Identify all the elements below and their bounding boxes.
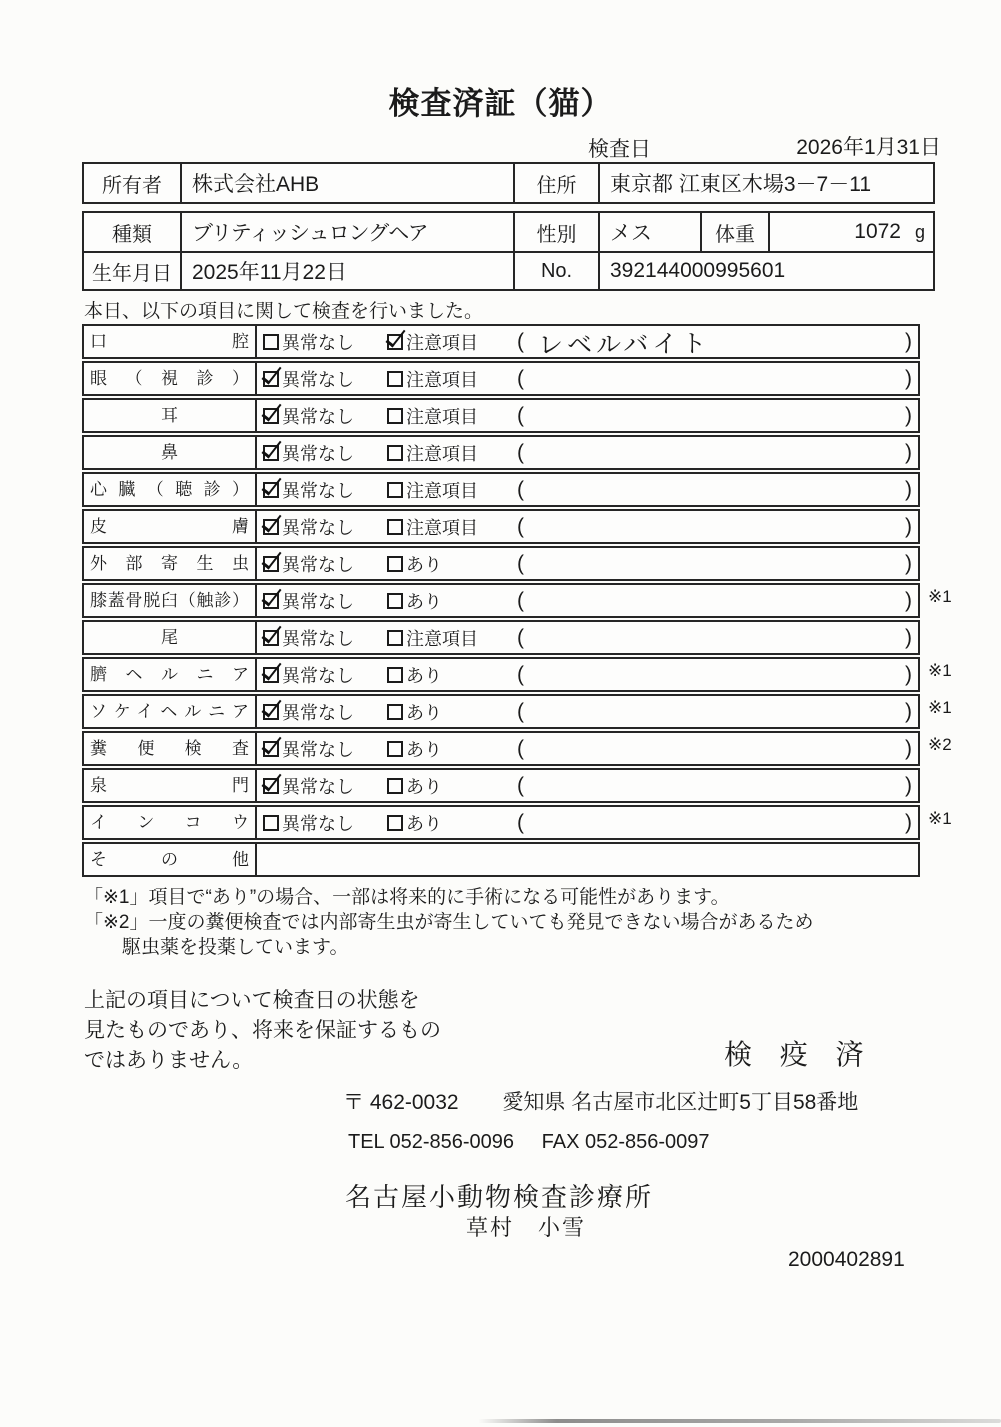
checkbox-no-abnormality	[263, 408, 279, 424]
checkbox-attention	[387, 741, 403, 757]
paren-close: )	[905, 514, 912, 538]
checkbox-no-abnormality	[263, 778, 279, 794]
paren-close: )	[905, 329, 912, 353]
handwritten-note	[524, 747, 905, 750]
owner-label: 所有者	[84, 164, 182, 202]
exam-item-label: 口腔	[84, 326, 257, 357]
address-label: 住所	[515, 164, 600, 202]
option-no-abnormality-label: 異常なし	[282, 665, 354, 686]
paren-open: (	[517, 699, 524, 723]
handwritten-note	[524, 673, 905, 676]
paren-open: (	[517, 736, 524, 760]
exam-item-row	[82, 620, 942, 655]
footnote-ref: ※2	[928, 735, 952, 754]
clinic-fax: FAX 052-856-0097	[541, 1131, 710, 1153]
exam-item-label: その他	[84, 844, 257, 875]
paren-open: (	[517, 403, 524, 427]
exam-item-row	[82, 842, 942, 877]
pet-info-table	[82, 211, 935, 291]
checkbox-no-abnormality	[263, 371, 279, 387]
clinic-name: 名古屋小動物検査診療所	[345, 1182, 654, 1212]
exam-item-row	[82, 509, 942, 544]
footnote-1: 「※1」項目で“あり”の場合、一部は将来的に手術になる可能性があります。	[84, 887, 730, 908]
exam-items-table	[82, 324, 952, 879]
checkbox-no-abnormality	[263, 704, 279, 720]
checkbox-attention	[387, 334, 403, 350]
clinic-postal-address	[343, 1086, 858, 1116]
handwritten-note	[524, 525, 905, 528]
exam-item-row	[82, 731, 952, 766]
owner-row	[84, 164, 933, 202]
clinic-address: 愛知県 名古屋市北区辻町5丁目58番地	[502, 1091, 859, 1114]
exam-item-row	[82, 694, 952, 729]
checkbox-attention	[387, 519, 403, 535]
paren-open: (	[517, 625, 524, 649]
exam-item-label: 泉門	[84, 770, 257, 801]
sex-label: 性別	[515, 213, 600, 251]
postal-code: 〒 462-0032	[343, 1091, 459, 1114]
footnote-2-line1: 「※2」一度の糞便検査では内部寄生虫が寄生していても発見できない場合があるため	[84, 912, 814, 933]
checkbox-no-abnormality	[263, 815, 279, 831]
scan-artifact	[478, 1419, 1001, 1423]
disclaimer-line3: ではありません。	[84, 1049, 254, 1072]
clinic-tel: TEL 052-856-0096	[348, 1131, 515, 1153]
exam-item-label: ソケイヘルニア	[84, 696, 257, 727]
handwritten-note	[524, 821, 905, 824]
breed-row	[84, 213, 933, 251]
paren-close: )	[905, 366, 912, 390]
clinic-tel-fax	[348, 1131, 710, 1154]
exam-item-label: 糞便検査	[84, 733, 257, 764]
option-attention-label: 注意項目	[406, 406, 478, 427]
footnote-ref: ※1	[928, 698, 952, 717]
option-attention-label: あり	[406, 702, 442, 723]
checkbox-no-abnormality	[263, 334, 279, 350]
checkbox-no-abnormality	[263, 445, 279, 461]
checkbox-attention	[387, 482, 403, 498]
microchip-no-value: 392144000995601	[610, 259, 786, 282]
paren-open: (	[517, 773, 524, 797]
paren-open: (	[517, 329, 524, 353]
disclaimer-line2: 見たものであり、将来を保証するもの	[84, 1019, 441, 1042]
paren-close: )	[905, 810, 912, 834]
exam-item-label: インコウ	[84, 807, 257, 838]
checkbox-attention	[387, 630, 403, 646]
option-no-abnormality-label: 異常なし	[282, 443, 354, 464]
owner-table	[82, 162, 935, 204]
option-attention-label: あり	[406, 591, 442, 612]
handwritten-note	[524, 710, 905, 713]
paren-open: (	[517, 366, 524, 390]
option-attention-label: 注意項目	[406, 369, 478, 390]
option-attention-label: 注意項目	[406, 628, 478, 649]
owner-value: 株式会社AHB	[182, 164, 515, 202]
option-attention-label: あり	[406, 665, 442, 686]
option-attention-label: 注意項目	[406, 480, 478, 501]
paren-open: (	[517, 514, 524, 538]
checkbox-attention	[387, 445, 403, 461]
handwritten-note: レベルバイト	[537, 329, 711, 360]
checkbox-attention	[387, 778, 403, 794]
footnote-ref: ※1	[928, 809, 952, 828]
exam-item-row	[82, 324, 942, 359]
exam-date-value: 2026年1月31日	[796, 136, 941, 159]
option-attention-label: 注意項目	[406, 517, 478, 538]
paren-close: )	[905, 773, 912, 797]
option-no-abnormality-label: 異常なし	[282, 480, 354, 501]
exam-item-label: 尾	[84, 622, 257, 653]
checkbox-attention	[387, 593, 403, 609]
disclaimer-line1: 上記の項目について検査日の状態を	[84, 989, 420, 1012]
paren-close: )	[905, 440, 912, 464]
handwritten-note	[524, 599, 905, 602]
paren-close: )	[905, 477, 912, 501]
paren-close: )	[905, 662, 912, 686]
weight-number: 1072	[854, 220, 901, 243]
option-no-abnormality-label: 異常なし	[282, 628, 354, 649]
handwritten-note	[524, 414, 905, 417]
option-attention-label: あり	[406, 776, 442, 797]
exam-item-label: 外部寄生虫	[84, 548, 257, 579]
option-attention-label: あり	[406, 739, 442, 760]
footnote-ref: ※1	[928, 661, 952, 680]
weight-unit: g	[914, 221, 925, 242]
footnote-2-line2: 駆虫薬を投薬しています。	[122, 937, 349, 958]
handwritten-note	[524, 451, 905, 454]
paren-close: )	[905, 551, 912, 575]
paren-close: )	[905, 625, 912, 649]
exam-item-row	[82, 583, 952, 618]
checkbox-no-abnormality	[263, 593, 279, 609]
option-no-abnormality-label: 異常なし	[282, 332, 354, 353]
examiner-name: 草村 小雪	[466, 1215, 587, 1240]
checkbox-no-abnormality	[263, 630, 279, 646]
paren-open: (	[517, 477, 524, 501]
option-no-abnormality-label: 異常なし	[282, 776, 354, 797]
exam-item-row	[82, 361, 942, 396]
checkbox-no-abnormality	[263, 741, 279, 757]
sex-value: メス	[600, 213, 702, 251]
quarantine-stamp: 検 疫 済	[724, 1039, 874, 1070]
exam-item-row	[82, 398, 942, 433]
paren-close: )	[905, 699, 912, 723]
handwritten-note	[524, 562, 905, 565]
option-no-abnormality-label: 異常なし	[282, 591, 354, 612]
disclaimer	[84, 986, 441, 1076]
option-attention-label: あり	[406, 813, 442, 834]
option-no-abnormality-label: 異常なし	[282, 369, 354, 390]
checkbox-attention	[387, 704, 403, 720]
weight-value	[770, 213, 933, 251]
exam-item-row	[82, 768, 942, 803]
checkbox-attention	[387, 667, 403, 683]
paren-open: (	[517, 551, 524, 575]
birth-row	[84, 251, 933, 289]
checkbox-attention	[387, 815, 403, 831]
exam-item-label: 膝蓋骨脱臼（触診）	[84, 585, 257, 616]
exam-item-row	[82, 657, 952, 692]
breed-value: ブリティッシュロングヘア	[182, 213, 515, 251]
checkbox-attention	[387, 556, 403, 572]
microchip-no-label: No.	[515, 253, 600, 289]
option-no-abnormality-label: 異常なし	[282, 517, 354, 538]
footnote-ref: ※1	[928, 587, 952, 606]
paren-close: )	[905, 736, 912, 760]
exam-item-label: 耳	[84, 400, 257, 431]
page-title: 検査済証（猫）	[388, 86, 613, 121]
handwritten-note	[524, 636, 905, 639]
paren-close: )	[905, 403, 912, 427]
exam-item-row	[82, 472, 942, 507]
paren-open: (	[517, 588, 524, 612]
birth-value: 2025年11月22日	[182, 253, 515, 289]
exam-item-row	[82, 546, 942, 581]
option-no-abnormality-label: 異常なし	[282, 554, 354, 575]
paren-close: )	[905, 588, 912, 612]
birth-label: 生年月日	[84, 253, 182, 289]
exam-item-label: 皮膚	[84, 511, 257, 542]
option-no-abnormality-label: 異常なし	[282, 702, 354, 723]
checkbox-no-abnormality	[263, 519, 279, 535]
exam-item-label: 鼻	[84, 437, 257, 468]
exam-item-label: 眼（視診）	[84, 363, 257, 394]
checkbox-attention	[387, 408, 403, 424]
footnotes	[84, 885, 814, 960]
exam-item-row	[82, 805, 952, 840]
serial-number: 2000402891	[788, 1248, 905, 1271]
option-no-abnormality-label: 異常なし	[282, 739, 354, 760]
handwritten-note	[524, 784, 905, 787]
paren-open: (	[517, 662, 524, 686]
checkbox-no-abnormality	[263, 482, 279, 498]
checkbox-attention	[387, 371, 403, 387]
exam-date-label: 検査日	[588, 138, 651, 161]
exam-item-label: 心臓（聴診）	[84, 474, 257, 505]
option-attention-label: あり	[406, 554, 442, 575]
paren-open: (	[517, 440, 524, 464]
address-value: 東京都 江東区木場3－7－11	[610, 173, 871, 196]
weight-label: 体重	[702, 213, 770, 251]
intro-text: 本日、以下の項目に関して検査を行いました。	[84, 301, 484, 322]
paren-open: (	[517, 810, 524, 834]
option-no-abnormality-label: 異常なし	[282, 813, 354, 834]
exam-item-row	[82, 435, 942, 470]
breed-label: 種類	[84, 213, 182, 251]
option-attention-label: 注意項目	[406, 443, 478, 464]
exam-item-label: 臍ヘルニア	[84, 659, 257, 690]
handwritten-note	[524, 488, 905, 491]
checkbox-no-abnormality	[263, 556, 279, 572]
option-no-abnormality-label: 異常なし	[282, 406, 354, 427]
handwritten-note	[524, 377, 905, 380]
option-attention-label: 注意項目	[406, 332, 478, 353]
checkbox-no-abnormality	[263, 667, 279, 683]
